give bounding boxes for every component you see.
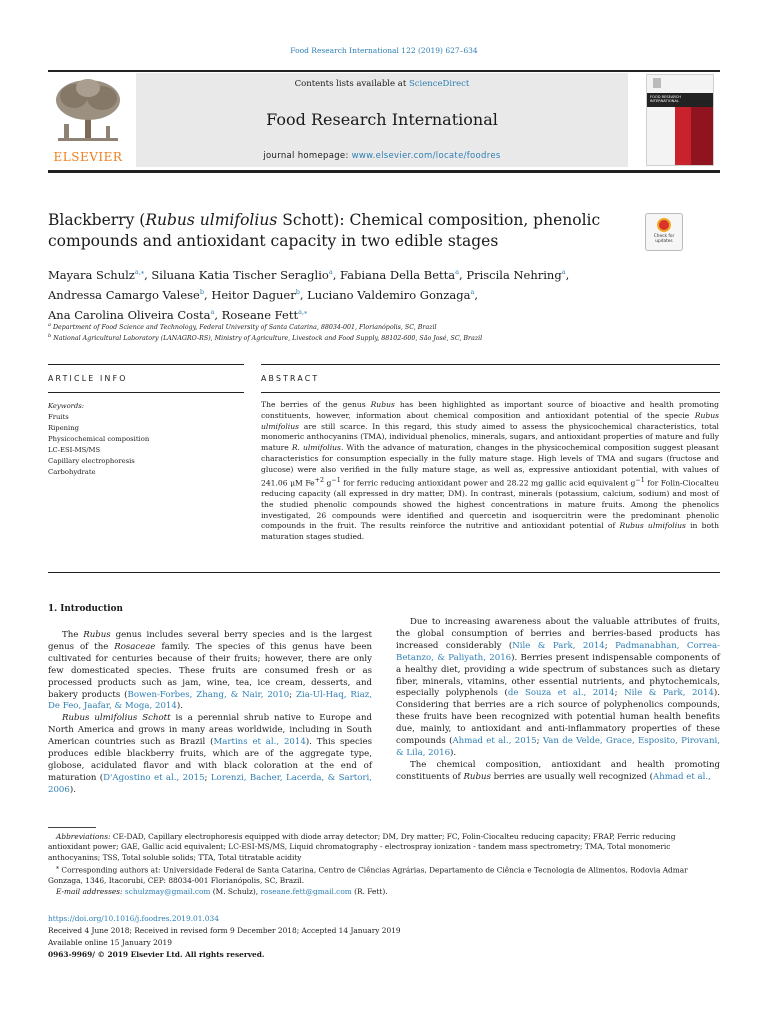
title-species: Rubus ulmifolius bbox=[145, 211, 278, 229]
email-footnote: E-mail addresses: schulzmay@gmail.com (M. Schulz), roseane.fett@gmail.com (R. Fett). bbox=[56, 886, 388, 896]
footnote-rule bbox=[48, 827, 96, 828]
author-name[interactable]: Mayara Schulz bbox=[48, 267, 135, 282]
citation-link[interactable]: Martins et al., 2014 bbox=[213, 737, 306, 748]
check-for-updates-badge[interactable] bbox=[645, 213, 683, 251]
cover-title: FOOD RESEARCH INTERNATIONAL bbox=[647, 93, 713, 107]
author-name[interactable]: Ana Carolina Oliveira Costa bbox=[48, 307, 211, 322]
abstract-text: The berries of the genus Rubus has been highlighted as important source of bioactive and health promoting constituents, however, information about chemical composition and antioxidant potential of the specie Rubus ulmifolius are still scarce. In this regard, this study aimed to assess the physicochemical characteristics, total monomeric anthocyanins (TMA), individual phenolics, minerals, sugars, and antioxidant properties of mature and fully mature R. ulmifolius. With the advance of maturation, changes in the physicochemical composition suggest pleasant characteristics for consumption especially in the fully mature stage. High levels of TMA and sugars (fructose and glucose) were also verified in the fully mature stage, as well as, expressive antioxidant potential, with values of 241.06 μM $Fe^{+2}$ $g^{-1}$ for ferric reducing antioxidant power and 28.22 mg gallic acid equivalent $g^{-1}$ for Folin-Ciocalteu reducing capacity (all expressed in dry matter, DM). In contrast, minerals (potassium, calcium, sodium) and most of the studied phenolic compounds showed the highest concentrations in mature fruits. Among the phenolics investigated, 26 compounds were identified and quercetin and isoquercitrin were the predominant phenolic compounds in the fruit. The results reinforce the nutritive and antioxidant potential of Rubus ulmifolius in both maturation stages studied. bbox=[261, 400, 719, 542]
journal-name: Food Research International bbox=[266, 110, 498, 129]
affiliation-a: $^a$ Department of Food Science and Technology, Federal University of Santa Catarina, 88034-001, Florianópolis, SC, Brazil bbox=[48, 322, 437, 332]
body-left-column bbox=[48, 630, 372, 797]
sciencedirect-link[interactable]: ScienceDirect bbox=[408, 79, 470, 89]
title-part-1: Blackberry ( bbox=[48, 211, 146, 229]
intro-paragraph-1: The Rubus genus includes several berry species and is the largest genus of the Rosaceae family. The species of this genus have been cultivated for centuries because of their fruits; however, there are only few domesticated species. These fruits are consumed fresh or as processed products such as jam, wine, tea, ice cream, desserts, and bakery products (Bowen-Forbes, Zhang, & Nair, 2010; Zia-Ul-Haq, Riaz, De Feo, Jaafar, & Moga, 2014). bbox=[48, 630, 372, 712]
author-name[interactable]: Fabiana Della Betta bbox=[340, 267, 456, 282]
keywords-label: Keywords: bbox=[48, 402, 85, 410]
cover-graphic-dark bbox=[691, 107, 713, 165]
author-name[interactable]: Andressa Camargo Valese bbox=[48, 287, 200, 302]
author-name[interactable]: Roseane Fett bbox=[221, 307, 299, 322]
author-affil-mark[interactable]: a bbox=[561, 268, 566, 276]
header-bottom-rule bbox=[48, 170, 720, 173]
author-affil-mark[interactable]: a,⁎ bbox=[298, 307, 308, 316]
homepage-label: journal homepage: bbox=[263, 151, 352, 161]
journal-reference-link[interactable]: Food Research International 122 (2019) 627–634 bbox=[290, 46, 478, 55]
keyword: Fruits bbox=[48, 413, 69, 421]
affiliation-b: $^b$ National Agricultural Laboratory (LANAGRO-RS), Ministry of Agriculture, Livestock and Food Supply, 88102-600, São José, SC, Brazil bbox=[48, 333, 483, 343]
citation-link[interactable]: D'Agostino et al., 2015 bbox=[103, 772, 205, 783]
keyword: Physicochemical composition bbox=[48, 435, 150, 443]
citation-link[interactable]: Ahmad et al., bbox=[652, 771, 711, 782]
body-right-column bbox=[396, 604, 720, 784]
contents-prefix: Contents lists available at bbox=[294, 79, 409, 89]
article-info-rule bbox=[48, 364, 244, 365]
corresponding-author-footnote: ⁎ Corresponding authors at: Universidade Federal de Santa Catarina, Centro de Ciências Agrárias, Departamento de Ciência e Tecnologia de Alimentos, Rodovia Admar Gonzaga, 1346, Itacorubi, CEP: 88034-001 Florianópolis, SC, Brazil. bbox=[48, 864, 688, 886]
keyword: LC-ESI-MS/MS bbox=[48, 446, 101, 454]
section-heading-introduction: 1. Introduction bbox=[48, 604, 123, 614]
abstract-rule bbox=[261, 364, 720, 365]
citation-link[interactable]: de Souza et al., 2014 bbox=[507, 688, 615, 699]
footnotes bbox=[48, 832, 720, 897]
citation-link[interactable]: Ahmad et al., 2015 bbox=[452, 736, 537, 747]
title-part-2: Schott): Chemical composition, phenolic compounds and antioxidant capacity in two edible stages bbox=[48, 211, 601, 250]
author-affil-mark[interactable]: b bbox=[295, 287, 300, 296]
abstract-subrule bbox=[261, 392, 720, 393]
keyword: Ripening bbox=[48, 424, 79, 432]
author-name[interactable]: Heitor Daguer bbox=[211, 287, 296, 302]
author-affil-mark[interactable]: a bbox=[328, 268, 333, 276]
author-name[interactable]: Priscila Nehring bbox=[466, 267, 562, 282]
author-name[interactable]: Luciano Valdemiro Gonzaga bbox=[307, 287, 471, 302]
cover-publisher-logo bbox=[653, 78, 661, 88]
keywords-list bbox=[48, 412, 149, 478]
homepage-link[interactable]: www.elsevier.com/locate/foodres bbox=[351, 151, 501, 161]
keyword: Carbohydrate bbox=[48, 468, 96, 476]
crossmark-icon bbox=[657, 218, 671, 232]
article-title bbox=[48, 210, 608, 252]
doi-link[interactable]: https://doi.org/10.1016/j.foodres.2019.01.034 bbox=[48, 914, 219, 923]
intro-paragraph-4: The chemical composition, antioxidant and health promoting constituents of Rubus berries are usually well recognized (Ahmad et al., bbox=[396, 759, 720, 782]
article-info-subrule bbox=[48, 392, 244, 393]
author-list: Mayara Schulz$^{a,⁎}$, Siluana Katia Tischer Seraglio$^a$, Fabiana Della Betta$^a$, Priscila Nehring$^a$, Andressa Camargo Valese$^b$, Heitor Daguer$^b$, Luciano Valdemiro Gonzaga$^a$, Ana Carolina Oliveira Costa$^a$, Roseane Fett$^{a,⁎}$ bbox=[48, 267, 570, 322]
author-affil-mark[interactable]: a bbox=[455, 268, 460, 276]
intro-paragraph-2: Rubus ulmifolius Schott is a perennial shrub native to Europe and North America and grows in many areas worldwide, including in South American countries such as Brazil (Martins et al., 2014). This species produces edible blackberry fruits, which are of the aggregate type, globose, acidulated flavor and with black coloration at the end of maturation (D'Agostino et al., 2015; Lorenzi, Bacher, Lacerda, & Sartori, 2006). bbox=[48, 713, 372, 795]
email-link[interactable]: schulzmay@gmail.com bbox=[124, 886, 211, 896]
citation-link[interactable]: Nile & Park, 2014 bbox=[512, 640, 605, 651]
author-affil-mark[interactable]: b bbox=[199, 287, 205, 296]
author-affil-mark[interactable]: a,⁎ bbox=[134, 268, 145, 276]
author-affil-mark[interactable]: a bbox=[210, 307, 215, 316]
abstract-heading: ABSTRACT bbox=[261, 374, 320, 383]
intro-paragraph-3: Due to increasing awareness about the valuable attributes of fruits, the global consumption of berries and berries-based products has increased considerably (Nile & Park, 2014; Padmanabhan, Correa-Betanzo, & Paliyath, 2016). Berries present indispensable components of a healthy diet, providing a wide spectrum of substances such as dietary fiber, minerals, vitamins, other essential nutrients, and phytochemicals, especially polyphenols (de Souza et al., 2014; Nile & Park, 2014). Considering that berries are a rich source of polyphenolics compounds, these fruits have been recognized with potential human health benefits due, mainly, to antioxidant and anti-inflammatory properties of these compounds (Ahmad et al., 2015; Van de Velde, Grace, Esposito, Pirovani, & Lila, 2016). bbox=[396, 617, 721, 758]
received-dates: Received 4 June 2018; Received in revised form 9 December 2018; Accepted 14 January 2019 bbox=[48, 926, 401, 935]
journal-homepage bbox=[136, 151, 628, 161]
copyright: 0963-9969/ © 2019 Elsevier Ltd. All rights reserved. bbox=[48, 950, 265, 959]
email-link[interactable]: roseane.fett@gmail.com bbox=[260, 886, 352, 896]
header-top-rule bbox=[48, 70, 720, 72]
abstract-end-rule bbox=[48, 572, 720, 573]
elsevier-wordmark[interactable]: ELSEVIER bbox=[53, 150, 123, 164]
author-name[interactable]: Siluana Katia Tischer Seraglio bbox=[151, 267, 329, 282]
available-online: Available online 15 January 2019 bbox=[48, 938, 172, 947]
citation-link[interactable]: Bowen-Forbes, Zhang, & Nair, 2010 bbox=[127, 689, 290, 700]
keyword: Capillary electrophoresis bbox=[48, 457, 135, 465]
citation-link[interactable]: Zia-Ul-Haq, Riaz, De Feo, Jaafar, & Moga, 2014 bbox=[48, 689, 372, 712]
citation-link[interactable]: Nile & Park, 2014 bbox=[624, 688, 714, 699]
check-for-updates-text: Check for updates bbox=[653, 234, 675, 244]
author-affil-mark[interactable]: a bbox=[470, 287, 475, 296]
citation-link[interactable]: Van de Velde, Grace, Esposito, Pirovani, & Lila, 2016 bbox=[396, 736, 720, 758]
contents-availability bbox=[136, 79, 628, 89]
article-info-heading: ARTICLE INFO bbox=[48, 374, 128, 383]
abbreviations-footnote: Abbreviations: CE-DAD, Capillary electrophoresis equipped with diode array detector; DM, Dry matter; FC, Folin-Ciocalteu reducing capacity; FRAP, Ferric reducing antioxidant power; GAE, Gallic acid equivalent; LC-ESI-MS/MS, Liquid chromatography - electrospray ionization - tandem mass spectrometry; TMA, Total monomeric anthocyanins; TSS, Total soluble solids; TTA, Total titratable acidity bbox=[48, 832, 676, 862]
journal-cover-thumbnail[interactable] bbox=[646, 74, 714, 166]
citation-link[interactable]: Padmanabhan, Correa-Betanzo, & Paliyath, 2016 bbox=[396, 640, 721, 663]
citation-link[interactable]: Lorenzi, Bacher, Lacerda, & Sartori, 2006 bbox=[48, 772, 372, 795]
